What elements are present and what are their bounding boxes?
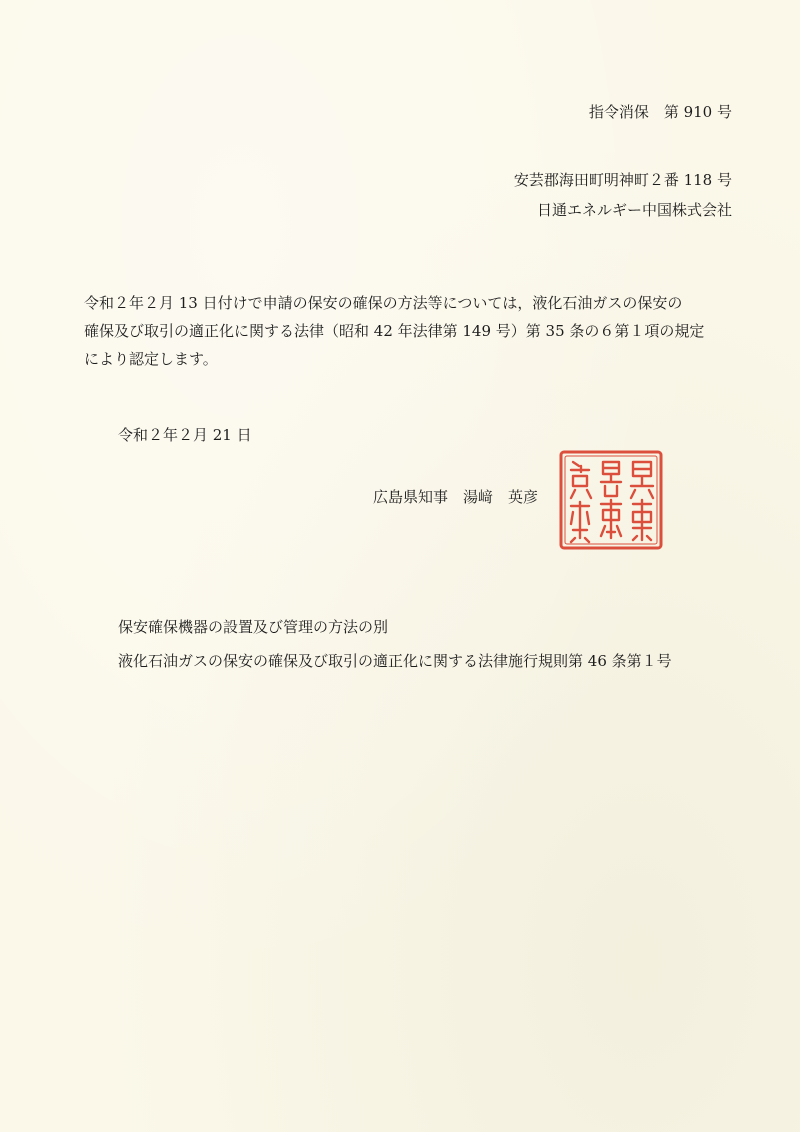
document-number: 指令消保 第 910 号: [588, 103, 732, 121]
official-seal-icon: [557, 448, 665, 552]
note-line-2: 液化石油ガスの保安の確保及び取引の適正化に関する法律施行規則第 46 条第１号: [118, 652, 672, 670]
body-paragraph: [84, 289, 734, 373]
issue-date: 令和２年２月 21 日: [118, 426, 252, 444]
recipient-company: 日通エネルギー中国株式会社: [536, 201, 732, 219]
recipient-address: 安芸郡海田町明神町２番 118 号: [513, 171, 732, 189]
body-line-2: 確保及び取引の適正化に関する法律（昭和 42 年法律第 149 号）第 35 条の６第１項の規定: [84, 322, 705, 340]
body-line-1: 令和２年２月 13 日付けで申請の保安の確保の方法等については，液化石油ガスの保安の: [84, 294, 683, 312]
body-line-3: により認定します。: [84, 350, 218, 368]
note-line-1: 保安確保機器の設置及び管理の方法の別: [118, 618, 389, 636]
signer-name: 広島県知事 湯﨑 英彦: [372, 488, 538, 506]
